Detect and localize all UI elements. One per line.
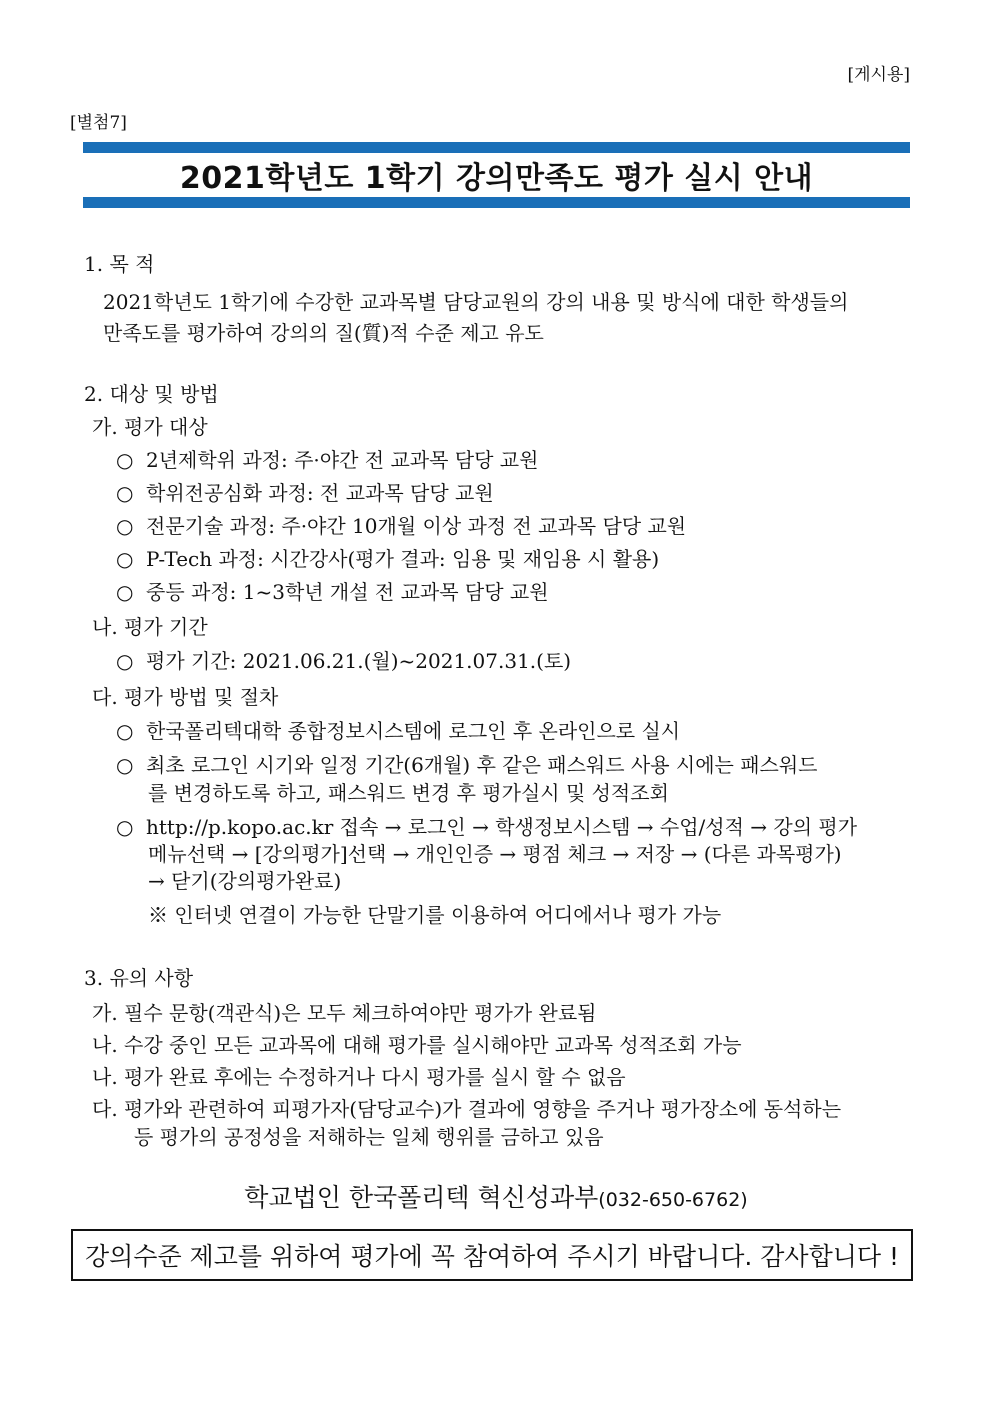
title-bar-bottom — [83, 197, 910, 208]
method-item-continued: → 닫기(강의평가완료) — [148, 869, 342, 893]
method-item-continued: 메뉴선택 → [강의평가]선택 → 개인인증 → 평점 체크 → 저장 → (다른 과목평가) — [148, 842, 842, 866]
section-3-heading: 3. 유의 사항 — [84, 966, 194, 990]
caution-item: 가. 필수 문항(객관식)은 모두 체크하여야만 평가가 완료됨 — [92, 1001, 597, 1025]
target-item: ○ 전문기술 과정: 주·야간 10개월 이상 과정 전 교과목 담당 교원 — [116, 514, 687, 538]
section-2-sub-c: 다. 평가 방법 및 절차 — [92, 685, 279, 709]
target-item: ○ 학위전공심화 과정: 전 교과목 담당 교원 — [116, 481, 494, 505]
target-item: ○ P-Tech 과정: 시간강사(평가 결과: 임용 및 재임용 시 활용) — [116, 547, 660, 571]
bullet-icon: ○ — [116, 815, 134, 839]
method-note: ※ 인터넷 연결이 가능한 단말기를 이용하여 어디에서나 평가 가능 — [148, 903, 722, 927]
method-item-continued: 를 변경하도록 하고, 패스워드 변경 후 평가실시 및 성적조회 — [148, 781, 669, 805]
period-item: ○ 평가 기간: 2021.06.21.(월)~2021.07.31.(토) — [116, 649, 572, 673]
target-item: ○ 중등 과정: 1~3학년 개설 전 교과목 담당 교원 — [116, 580, 549, 604]
caution-item-continued: 등 평가의 공정성을 저해하는 일체 행위를 금하고 있음 — [134, 1125, 604, 1149]
organization-phone: (032-650-6762) — [598, 1189, 748, 1211]
participation-notice-text: 강의수준 제고를 위하여 평가에 꼭 참여하여 주시기 바랍니다. 감사합니다 ! — [85, 1242, 899, 1271]
bullet-icon: ○ — [116, 719, 134, 743]
target-item: ○ 2년제학위 과정: 주·야간 전 교과목 담당 교원 — [116, 448, 539, 472]
bullet-icon: ○ — [116, 481, 134, 505]
caution-item: 나. 평가 완료 후에는 수정하거나 다시 평가를 실시 할 수 없음 — [92, 1065, 626, 1089]
participation-notice-box — [71, 1229, 913, 1281]
section-2-sub-a: 가. 평가 대상 — [92, 415, 208, 439]
footer-organization — [0, 1178, 992, 1214]
bullet-icon: ○ — [116, 448, 134, 472]
section-1-text-line-2: 만족도를 평가하여 강의의 질(質)적 수준 제고 유도 — [103, 321, 544, 345]
bullet-icon: ○ — [116, 514, 134, 538]
caution-item: 나. 수강 중인 모든 교과목에 대해 평가를 실시해야만 교과목 성적조회 가능 — [92, 1033, 742, 1057]
bullet-icon: ○ — [116, 753, 134, 777]
posting-label: [게시용] — [847, 65, 910, 85]
method-item: ○ 최초 로그인 시기와 일정 기간(6개월) 후 같은 패스워드 사용 시에는 패스워드 — [116, 753, 818, 777]
attachment-label: [별첨7] — [70, 113, 127, 133]
caution-item: 다. 평가와 관련하여 피평가자(담당교수)가 결과에 영향을 주거나 평가장소에 동석하는 — [92, 1097, 842, 1121]
section-1-heading: 1. 목 적 — [84, 252, 155, 276]
page-title: 2021학년도 1학기 강의만족도 평가 실시 안내 — [179, 161, 814, 196]
section-2-heading: 2. 대상 및 방법 — [84, 382, 219, 406]
bullet-icon: ○ — [116, 580, 134, 604]
organization-name: 학교법인 한국폴리텍 혁신성과부 — [244, 1183, 599, 1212]
bullet-icon: ○ — [116, 547, 134, 571]
section-1-text-line-1: 2021학년도 1학기에 수강한 교과목별 담당교원의 강의 내용 및 방식에 대한 학생들의 — [103, 290, 849, 314]
method-item: ○ http://p.kopo.ac.kr 접속 → 로그인 → 학생정보시스템 → 수업/성적 → 강의 평가 — [116, 815, 858, 839]
bullet-icon: ○ — [116, 649, 134, 673]
section-2-sub-b: 나. 평가 기간 — [92, 615, 208, 639]
method-item: ○ 한국폴리텍대학 종합정보시스템에 로그인 후 온라인으로 실시 — [116, 719, 681, 743]
